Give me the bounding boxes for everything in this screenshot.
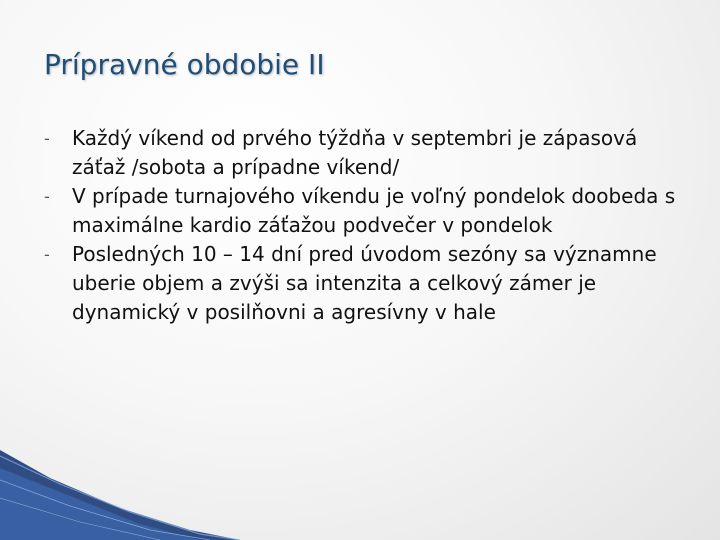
bullet-item <box>44 240 684 327</box>
bullet-item <box>44 124 684 182</box>
slide-title: Prípravné obdobie II <box>44 48 325 81</box>
bullet-text: Každý víkend od prvého týždňa v septembri je zápasová záťaž /sobota a prípadne víkend/ <box>72 126 638 179</box>
bullet-dash: - <box>44 187 50 206</box>
corner-swoosh-decoration <box>0 450 240 540</box>
bullet-text: V prípade turnajového víkendu je voľný pondelok doobeda s maximálne kardio záťažou podvečer v pondelok <box>72 184 676 237</box>
bullet-item <box>44 182 684 240</box>
bullet-text: Posledných 10 – 14 dní pred úvodom sezóny sa významne uberie objem a zvýši sa intenzita a celkový zámer je dynamický v posilňovni a agresívny v hale <box>72 242 657 324</box>
bullet-dash: - <box>44 129 50 148</box>
bullet-list <box>44 124 684 327</box>
bullet-dash: - <box>44 245 50 264</box>
